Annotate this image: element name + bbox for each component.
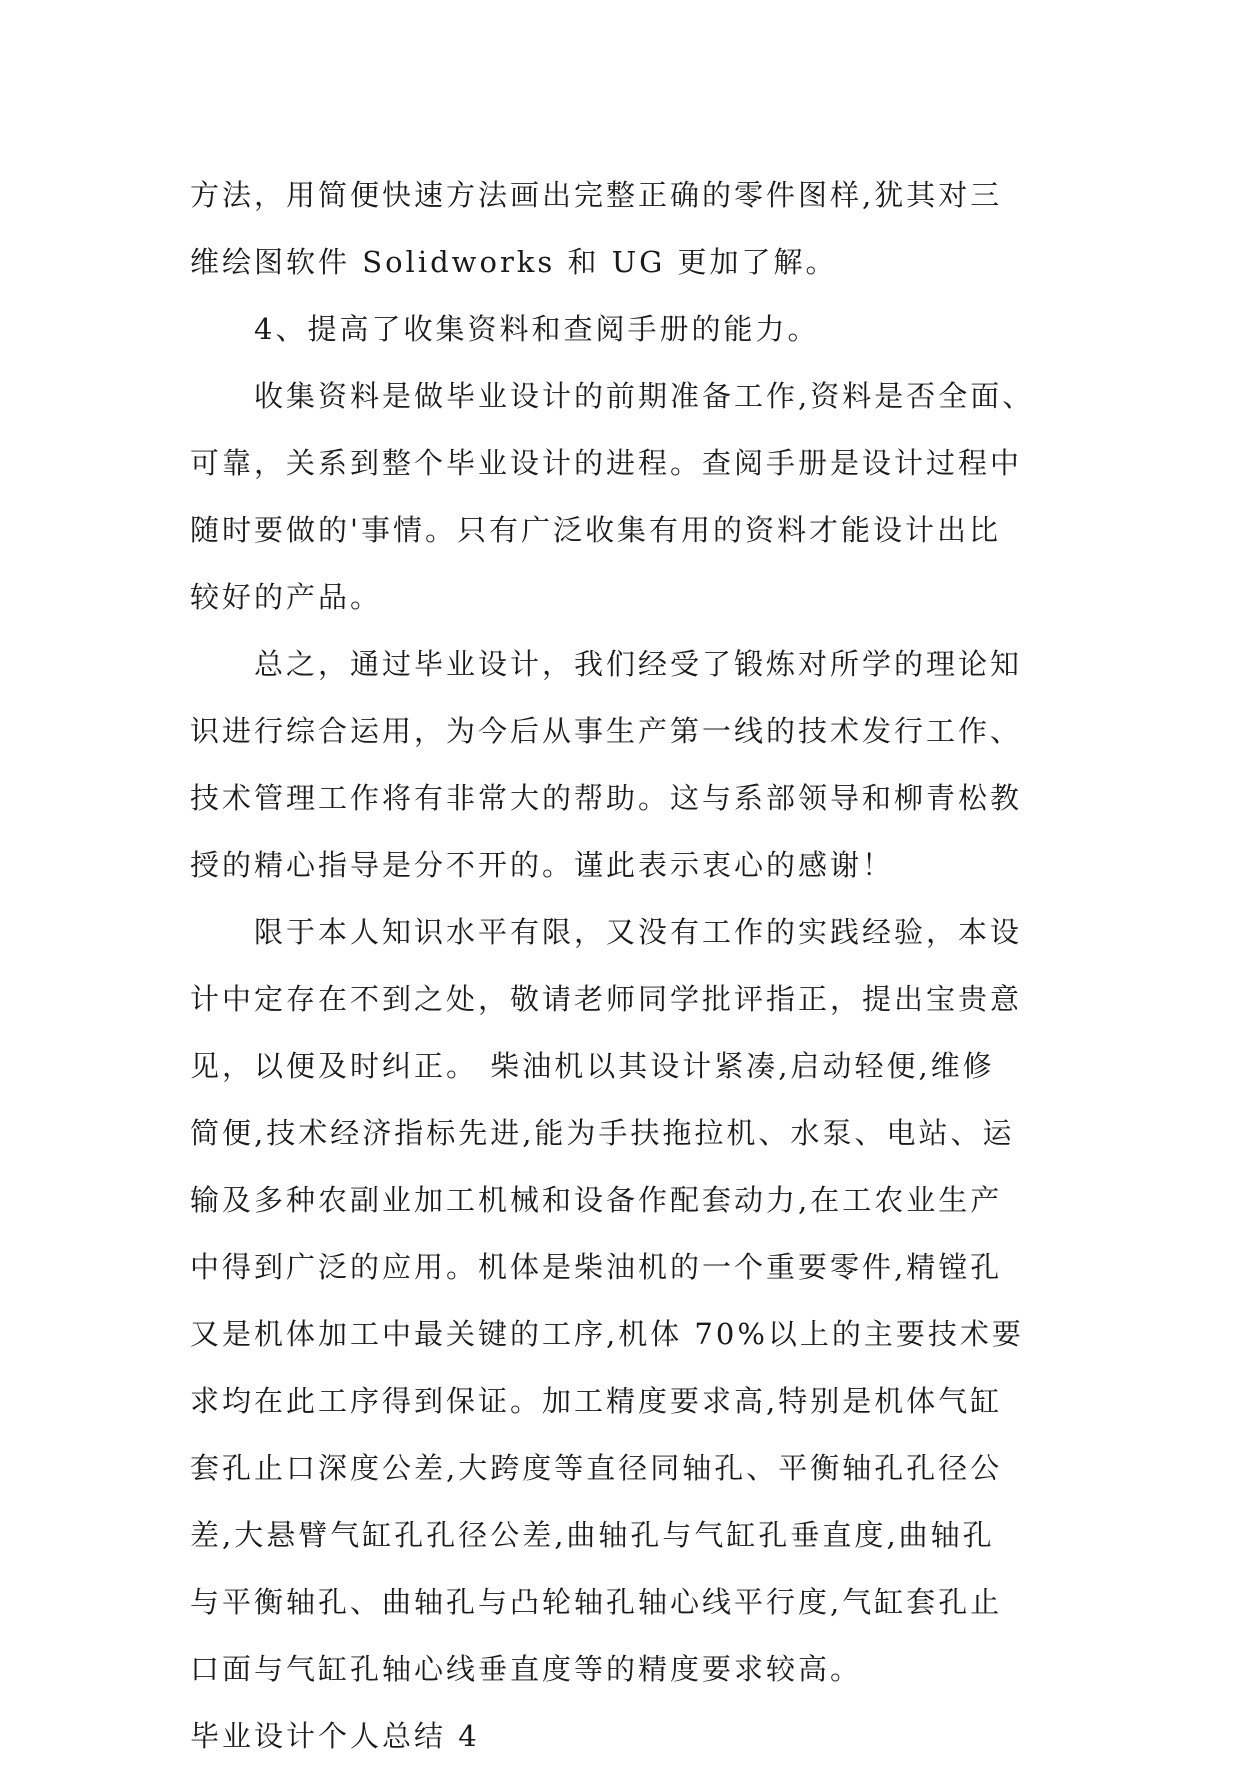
text-line: 又是机体加工中最关键的工序,机体 70%以上的主要技术要 (190, 1317, 1024, 1351)
text-line: 套孔止口深度公差,大跨度等直径同轴孔、平衡轴孔孔径公 (190, 1451, 1003, 1485)
text-line: 差,大悬臂气缸孔孔径公差,曲轴孔与气缸孔垂直度,曲轴孔 (190, 1518, 995, 1552)
text-line: 总之，通过毕业设计，我们经受了锻炼对所学的理论知 (254, 647, 1023, 681)
text-line: 技术管理工作将有非常大的帮助。这与系部领导和柳青松教 (190, 781, 1023, 815)
text-line: 见，以便及时纠正。 柴油机以其设计紧凑,启动轻便,维修 (190, 1049, 995, 1083)
text-line: 求均在此工序得到保证。加工精度要求高,特别是机体气缸 (190, 1384, 1003, 1418)
text-line: 可靠，关系到整个毕业设计的进程。查阅手册是设计过程中 (190, 446, 1023, 480)
section-title: 毕业设计个人总结 4 (190, 1719, 480, 1753)
text-line: 授的精心指导是分不开的。谨此表示衷心的感谢！ (190, 848, 895, 882)
text-line: 简便,技术经济指标先进,能为手扶拖拉机、水泵、电站、运 (190, 1116, 1015, 1150)
text-line: 收集资料是做毕业设计的前期准备工作,资料是否全面、 (254, 379, 1035, 413)
text-line: 较好的产品。 (190, 580, 383, 614)
text-line: 维绘图软件 Solidworks 和 UG 更加了解。 (190, 245, 838, 279)
text-line: 输及多种农副业加工机械和设备作配套动力,在工农业生产 (190, 1183, 1003, 1217)
document-body (190, 162, 1070, 1770)
text-line: 识进行综合运用，为今后从事生产第一线的技术发行工作、 (190, 714, 1023, 748)
text-line: 与平衡轴孔、曲轴孔与凸轮轴孔轴心线平行度,气缸套孔止 (190, 1585, 1003, 1619)
section-heading: 4、提高了收集资料和查阅手册的能力。 (254, 312, 820, 346)
text-line: 方法，用简便快速方法画出完整正确的零件图样,犹其对三 (190, 178, 1003, 212)
text-line: 随时要做的'事情。只有广泛收集有用的资料才能设计出比 (190, 513, 1001, 547)
text-line: 口面与气缸孔轴心线垂直度等的精度要求较高。 (190, 1652, 863, 1686)
text-line: 计中定存在不到之处，敬请老师同学批评指正，提出宝贵意 (190, 982, 1023, 1016)
text-line: 中得到广泛的应用。机体是柴油机的一个重要零件,精镗孔 (190, 1250, 1003, 1284)
text-line: 限于本人知识水平有限，又没有工作的实践经验，本设 (254, 915, 1023, 949)
